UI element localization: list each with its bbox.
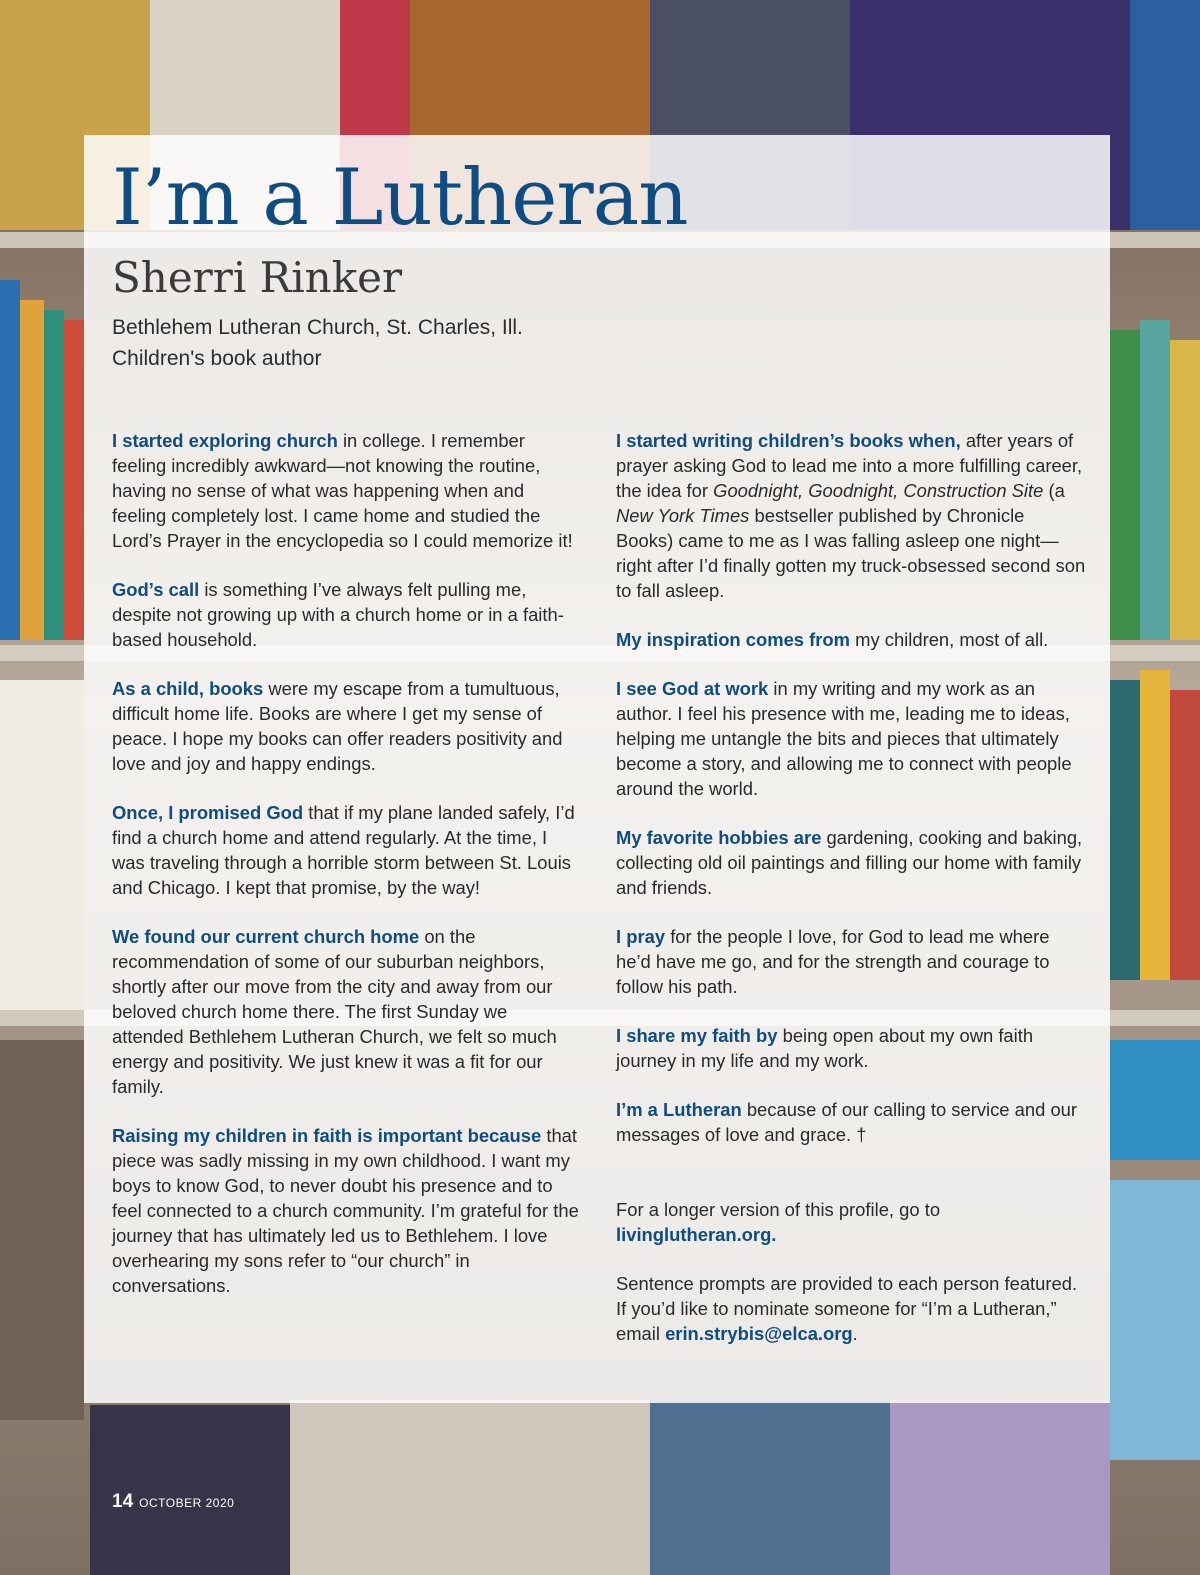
book-spine	[44, 310, 64, 640]
profile-name: Sherri Rinker	[112, 253, 403, 302]
sentence-prompt: I share my faith by	[616, 1025, 778, 1046]
sentence-prompt: I’m a Lutheran	[616, 1099, 742, 1120]
book-title: Goodnight, Goodnight, Construction Site	[713, 480, 1044, 501]
paragraph	[616, 1023, 1086, 1073]
answer-text: in college. I remember feeling incredibly awkward—not knowing the routine, having no sense of what was happening when and feeling completely lost. I came home and studied the Lord’s Prayer in the encyclopedia so I could memorize it!	[112, 430, 573, 551]
book-cover	[290, 1400, 650, 1575]
book-spine	[1110, 1040, 1200, 1160]
book-cover	[890, 1400, 1110, 1575]
more-info-note	[616, 1197, 1086, 1247]
publication-name: New York Times	[616, 505, 750, 526]
sentence-prompt: I started exploring church	[112, 430, 338, 451]
answer-text: that if my plane landed safely, I’d find a church home and attend regularly. At the time, I was traveling through a horrible storm between St. Louis and Chicago. I kept that promise, by the way!	[112, 802, 575, 898]
book-spine	[1110, 680, 1140, 980]
sentence-prompt: I pray	[616, 926, 666, 947]
page-number: 14	[112, 1491, 134, 1512]
book-spine	[0, 1040, 84, 1420]
occupation: Children's book author	[112, 347, 322, 370]
book-cover	[90, 1405, 290, 1575]
spacer	[616, 1171, 1086, 1197]
answer-text: in my writing and my work as an author. I feel his presence with me, leading me to ideas, helping me untangle the bits and pieces that ultimately become a story, and allowing me to connect with people around the world.	[616, 678, 1072, 799]
sentence-prompt: My favorite hobbies are	[616, 827, 822, 848]
book-cover	[0, 680, 84, 1010]
book-spine	[1170, 690, 1200, 980]
sentence-prompt: Raising my children in faith is important because	[112, 1125, 542, 1146]
book-cover	[1130, 0, 1200, 230]
sentence-prompt: As a child, books	[112, 678, 264, 699]
right-column	[616, 428, 1086, 1370]
book-spine	[64, 320, 84, 640]
church-affiliation: Bethlehem Lutheran Church, St. Charles, Ill.	[112, 316, 523, 339]
book-spine	[0, 280, 20, 640]
sentence-prompt: God’s call	[112, 579, 200, 600]
nomination-note	[616, 1271, 1086, 1346]
paragraph	[616, 1097, 1086, 1147]
more-info-text: For a longer version of this profile, go to	[616, 1199, 941, 1220]
paragraph	[112, 924, 582, 1099]
paragraph	[616, 627, 1086, 652]
paragraph	[616, 428, 1086, 603]
book-cover	[650, 1400, 890, 1575]
answer-text: being open about my own faith journey in my life and my work.	[616, 1025, 1034, 1071]
book-spine	[1110, 1180, 1200, 1460]
paragraph	[112, 428, 582, 553]
left-column	[112, 428, 582, 1322]
book-spine	[1140, 320, 1170, 640]
sentence-prompt: My inspiration comes from	[616, 629, 851, 650]
nomination-text: Sentence prompts are provided to each person featured. If you’d like to nominate someone for “I’m a Lutheran,” email	[616, 1273, 1078, 1344]
paragraph	[112, 676, 582, 776]
profile-details	[112, 312, 523, 374]
answer-text: is something I’ve always felt pulling me, despite not growing up with a church home or in a faith-based household.	[112, 579, 564, 650]
answer-text: bestseller published by Chronicle Books) came to me as I was falling asleep one night—right after I’d finally gotten my truck-obsessed second son to fall asleep.	[616, 505, 1086, 601]
paragraph	[112, 1123, 582, 1298]
answer-text: were my escape from a tumultuous, difficult home life. Books are where I get my sense of peace. I hope my books can offer readers positivity and love and joy and happy endings.	[112, 678, 563, 774]
answer-text: that piece was sadly missing in my own childhood. I want my boys to know God, to never doubt his presence and to feel connected to a church community. I’m grateful for the journey that has ultimately led us to Bethlehem. I love overhearing my sons refer to “our church” in conversations.	[112, 1125, 579, 1296]
issue-date: OCTOBER 2020	[139, 1496, 235, 1510]
nomination-end: .	[852, 1323, 858, 1344]
answer-text: gardening, cooking and baking, collecting old oil paintings and filling our home with family and friends.	[616, 827, 1083, 898]
sentence-prompt: I see God at work	[616, 678, 769, 699]
paragraph	[616, 676, 1086, 801]
answer-text: after years of prayer asking God to lead me into a more fulfilling career, the idea for	[616, 430, 1083, 501]
answer-text: because of our calling to service and our messages of love and grace. †	[616, 1099, 1078, 1145]
book-spine	[1110, 330, 1140, 640]
page-title: I’m a Lutheran	[112, 153, 688, 243]
sentence-prompt: Once, I promised God	[112, 802, 304, 823]
sentence-prompt: We found our current church home	[112, 926, 420, 947]
answer-text: on the recommendation of some of our suburban neighbors, shortly after our move from the city and away from our beloved church home there. The first Sunday we attended Bethlehem Lutheran Church, we felt so much energy and positivity. We just knew it was a fit for our family.	[112, 926, 557, 1097]
book-spine	[1140, 670, 1170, 980]
answer-text: for the people I love, for God to lead me where he’d have me go, and for the strength and courage to follow his path.	[616, 926, 1050, 997]
paragraph	[616, 924, 1086, 999]
paragraph	[112, 800, 582, 900]
book-spine	[1170, 340, 1200, 640]
paragraph	[616, 825, 1086, 900]
answer-text: my children, most of all.	[850, 629, 1049, 650]
email-link[interactable]: erin.strybis@elca.org	[665, 1323, 853, 1344]
book-spine	[20, 300, 44, 640]
website-link[interactable]: livinglutheran.org.	[616, 1224, 777, 1245]
answer-text: (a	[1043, 480, 1065, 501]
page-footer	[112, 1491, 234, 1513]
paragraph	[112, 577, 582, 652]
sentence-prompt: I started writing children’s books when,	[616, 430, 961, 451]
